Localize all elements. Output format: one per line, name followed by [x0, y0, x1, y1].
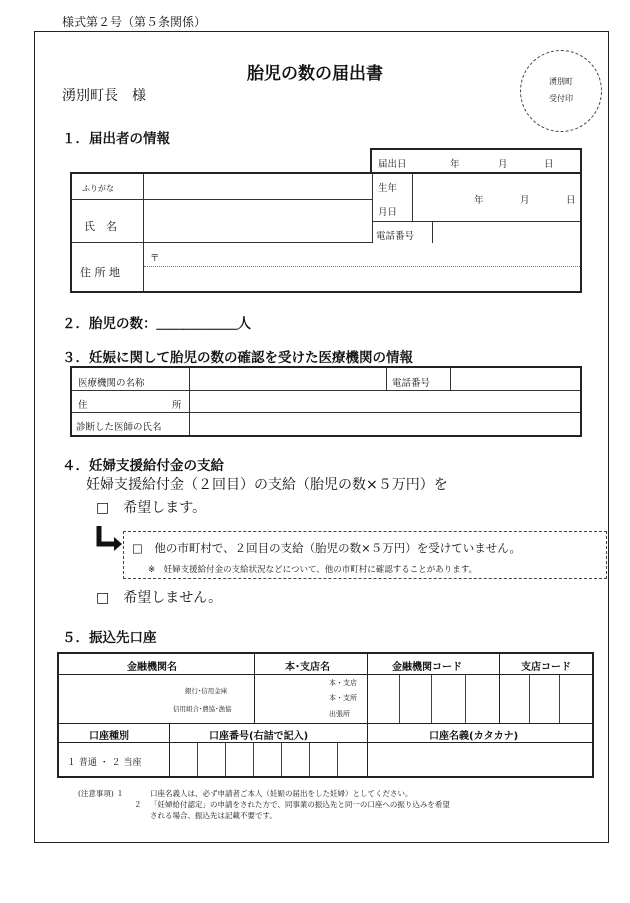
reception-stamp-area [520, 50, 602, 132]
branch-header: 本･支店名 [285, 662, 330, 673]
option-yes-label: 希望します。 [123, 500, 207, 516]
filing-date-month: 月 [498, 159, 508, 170]
section2-heading [62, 312, 251, 332]
form-title: 胎児の数の届出書 [247, 64, 383, 84]
notes-label: (注意事項) １ [78, 789, 124, 798]
filing-date-year: 年 [450, 159, 460, 170]
institution-input[interactable] [190, 368, 386, 390]
medical-table [70, 366, 582, 437]
sub-option-box [123, 531, 607, 579]
birth-year: 年 [474, 195, 484, 206]
note-2-cont: される場合、振込先は記載不要です。 [150, 811, 277, 820]
note-1: 口座名義人は、必ず申請者ご本人（妊娠の届出をした妊婦）としてください。 [150, 789, 413, 798]
filing-date-day: 日 [544, 159, 554, 170]
account-type-options[interactable]: １ 普通 ・ ２ 当座 [67, 758, 142, 768]
section2-label: ２．胎児の数： [62, 316, 157, 332]
branch-type-3: 出張所 [329, 710, 350, 718]
furigana-input[interactable] [144, 174, 372, 200]
arrow-icon [94, 524, 124, 554]
bank-table [57, 652, 594, 778]
medical-phone-label: 電話番号 [392, 378, 431, 389]
birth-month: 月 [520, 195, 530, 206]
doctor-label: 診断した医師の氏名 [76, 422, 162, 433]
sub-option[interactable] [132, 540, 521, 556]
phone-label: 電話番号 [376, 231, 415, 242]
note-2: 「妊婦給付認定」の申請をされた方で、同事業の振込先と同一の口座への振り込みを希望 [150, 800, 450, 809]
stamp-label: 受付印 [549, 94, 573, 103]
sub-note: ※ 妊婦支援給付金の支給状況などについて、他の市町村に確認することがあります。 [148, 565, 478, 575]
medical-address-label-2: 所 [172, 400, 182, 411]
medical-address-input[interactable] [190, 391, 580, 412]
account-holder-header: 口座名義(カタカナ) [429, 731, 519, 742]
postal-mark: 〒 [150, 253, 160, 264]
institution-label: 医療機関の名称 [78, 378, 145, 389]
bank-name-input[interactable] [59, 675, 254, 723]
form-number: 様式第２号（第５条関係） [62, 15, 207, 29]
filing-date-label: 届出日 [378, 159, 407, 170]
fetus-unit: 人 [237, 316, 251, 332]
doctor-input[interactable] [190, 413, 580, 435]
checkbox-no[interactable]: □ [96, 590, 110, 606]
address-label: 住 所 地 [80, 266, 120, 279]
account-type-header: 口座種別 [89, 731, 129, 742]
filing-date-box[interactable] [370, 148, 582, 172]
branch-code-header: 支店コード [521, 662, 571, 673]
fetus-count-blank[interactable]: ＿＿＿＿＿＿ [156, 316, 238, 332]
section4-heading: ４．妊婦支援給付金の支給 [62, 458, 224, 474]
addressee: 湧別町長 様 [62, 88, 146, 104]
section3-heading: ３．妊娠に関して胎児の数の確認を受けた医療機関の情報 [62, 350, 413, 366]
bank-types-1: 銀行･信用金庫 [185, 687, 228, 695]
furigana-label: ふりがな [82, 184, 114, 193]
option-yes[interactable] [96, 497, 206, 517]
note-2-num: ２ [134, 800, 142, 809]
birth-label-2: 月日 [378, 207, 398, 218]
stamp-town: 湧別町 [549, 77, 573, 86]
branch-code-input[interactable] [500, 675, 592, 723]
account-number-input[interactable] [170, 743, 367, 776]
bank-code-header: 金融機関コード [392, 662, 462, 673]
birth-date-input[interactable] [413, 174, 580, 221]
bank-name-header: 金融機関名 [127, 662, 177, 673]
applicant-table [70, 172, 582, 293]
bank-code-input[interactable] [368, 675, 499, 723]
section5-heading: ５．振込先口座 [62, 630, 157, 646]
sub-option-label: 他の市町村で、２回目の支給（胎児の数×５万円）を受けていません。 [154, 541, 521, 555]
birth-day: 日 [566, 195, 576, 206]
phone-input[interactable] [433, 222, 580, 243]
name-input[interactable] [144, 200, 372, 243]
branch-type-1: 本・支店 [329, 679, 357, 687]
account-holder-input[interactable] [368, 743, 592, 776]
option-no[interactable] [96, 587, 222, 607]
option-no-label: 希望しません。 [123, 590, 223, 606]
account-number-header: 口座番号(右詰で記入) [209, 731, 309, 742]
medical-phone-input[interactable] [451, 368, 580, 390]
checkbox-yes[interactable]: □ [96, 500, 110, 516]
medical-address-label-1: 住 [78, 400, 88, 411]
checkbox-sub[interactable]: □ [132, 541, 143, 555]
name-label: 氏 名 [84, 220, 117, 233]
bank-types-2: 信用組合･農協･漁協 [173, 705, 232, 713]
section4-lead: 妊婦支援給付金（２回目）の支給（胎児の数×５万円）を [86, 477, 448, 493]
branch-type-2: 本・支所 [329, 694, 357, 702]
address-input[interactable] [144, 243, 580, 291]
birth-label-1: 生年 [378, 183, 398, 194]
section1-heading: １．届出者の情報 [62, 131, 170, 147]
